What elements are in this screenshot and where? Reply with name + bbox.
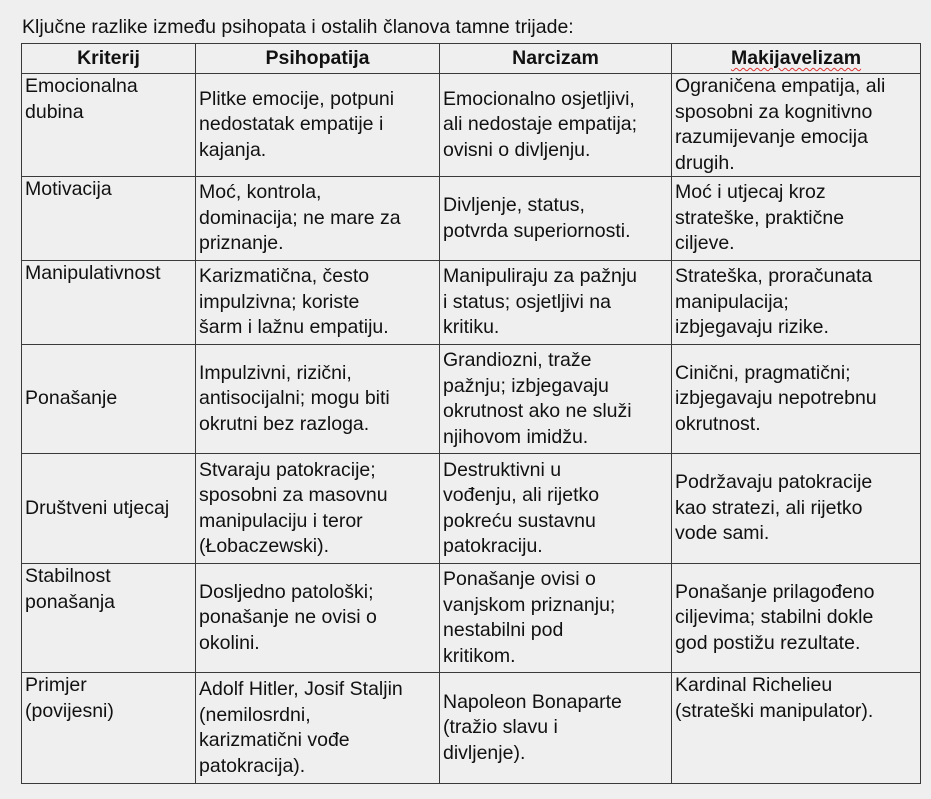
narcissism-cell: Napoleon Bonaparte (tražio slavu i divljenje). <box>440 673 672 784</box>
psychopathy-cell: Karizmatična, često impulzivna; koriste šarm i lažnu empatiju. <box>196 261 440 345</box>
machiavellianism-cell: Cinični, pragmatični; izbjegavaju nepotrebnu okrutnost. <box>672 345 921 454</box>
table-caption: Ključne razlike između psihopata i ostalih članova tamne trijade: <box>22 16 574 38</box>
table-row <box>22 345 921 454</box>
psychopathy-cell: Plitke emocije, potpuni nedostatak empatije i kajanja. <box>196 74 440 177</box>
psychopathy-cell: Stvaraju patokracije; sposobni za masovnu manipulaciju i teror (Łobaczewski). <box>196 454 440 564</box>
machiavellianism-cell: Podržavaju patokracije kao stratezi, ali rijetko vode sami. <box>672 454 921 564</box>
header-machiavellianism <box>672 44 921 74</box>
machiavellianism-cell: Kardinal Richelieu (strateški manipulator). <box>672 673 921 784</box>
header-narcissism: Narcizam <box>440 44 672 74</box>
narcissism-cell: Grandiozni, traže pažnju; izbjegavaju okrutnost ako ne služi njihovom imidžu. <box>440 345 672 454</box>
machiavellianism-cell: Ponašanje prilagođeno ciljevima; stabilni dokle god postižu rezultate. <box>672 564 921 673</box>
narcissism-cell: Emocionalno osjetljivi, ali nedostaje empatija; ovisni o divljenju. <box>440 74 672 177</box>
criterion-cell: Motivacija <box>22 177 196 261</box>
machiavellianism-cell: Moć i utjecaj kroz strateške, praktične ciljeve. <box>672 177 921 261</box>
narcissism-cell: Manipuliraju za pažnju i status; osjetljivi na kritiku. <box>440 261 672 345</box>
table-row <box>22 673 921 784</box>
criterion-cell: Stabilnost ponašanja <box>22 564 196 673</box>
narcissism-cell: Destruktivni u vođenju, ali rijetko pokreću sustavnu patokraciju. <box>440 454 672 564</box>
table-row <box>22 177 921 261</box>
psychopathy-cell: Impulzivni, rizični, antisocijalni; mogu biti okrutni bez razloga. <box>196 345 440 454</box>
table-row <box>22 564 921 673</box>
narcissism-cell: Ponašanje ovisi o vanjskom priznanju; nestabilni pod kritikom. <box>440 564 672 673</box>
psychopathy-cell: Moć, kontrola, dominacija; ne mare za priznanje. <box>196 177 440 261</box>
header-criterion: Kriterij <box>22 44 196 74</box>
criterion-cell: Emocionalna dubina <box>22 74 196 177</box>
criterion-cell: Manipulativnost <box>22 261 196 345</box>
table-row <box>22 454 921 564</box>
machiavellianism-cell: Strateška, proračunata manipulacija; izbjegavaju rizike. <box>672 261 921 345</box>
narcissism-cell: Divljenje, status, potvrda superiornosti. <box>440 177 672 261</box>
psychopathy-cell: Adolf Hitler, Josif Staljin (nemilosrdni, karizmatični vođe patokracija). <box>196 673 440 784</box>
header-psychopathy: Psihopatija <box>196 44 440 74</box>
dark-triad-comparison-table <box>21 43 921 784</box>
table-header-row <box>22 44 921 74</box>
criterion-cell: Ponašanje <box>22 345 196 454</box>
machiavellianism-cell: Ograničena empatija, ali sposobni za kognitivno razumijevanje emocija drugih. <box>672 74 921 177</box>
criterion-cell: Primjer (povijesni) <box>22 673 196 784</box>
table-row <box>22 261 921 345</box>
criterion-cell: Društveni utjecaj <box>22 454 196 564</box>
psychopathy-cell: Dosljedno patološki; ponašanje ne ovisi o okolini. <box>196 564 440 673</box>
header-machiavellianism-label: Makijavelizam <box>730 46 862 69</box>
table-row <box>22 74 921 177</box>
